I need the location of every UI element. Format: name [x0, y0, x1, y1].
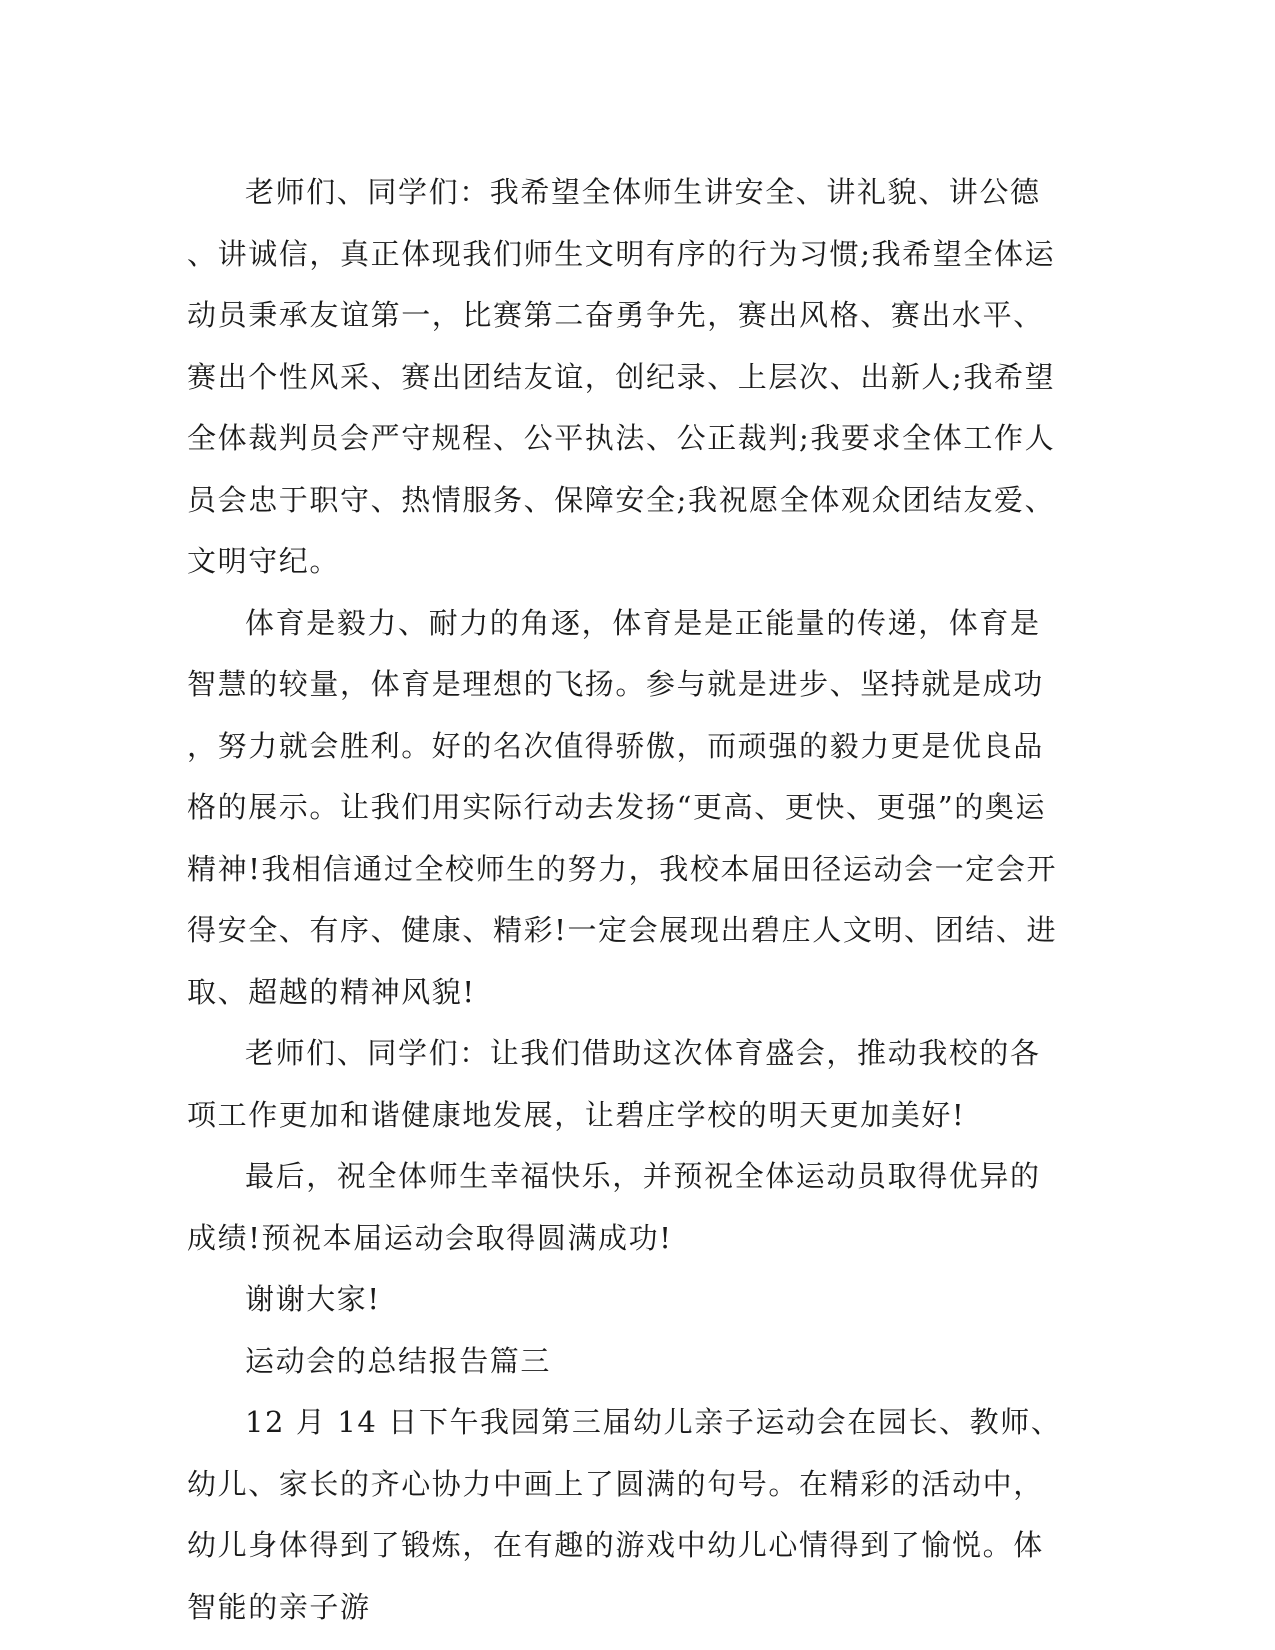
paragraph-sports-spirit: 体育是毅力、耐力的角逐，体育是是正能量的传递，体育是智慧的较量，体育是理想的飞扬。参与就是进步、坚持就是成功，努力就会胜利。好的名次值得骄傲，而顽强的毅力更是优良品格的展示。让我们用实际行动去发扬“更高、更快、更强”的奥运精神!我相信通过全校师生的努力，我校本届田径运动会一定会开得安全、有序、健康、精彩!一定会展现出碧庄人文明、团结、进取、超越的精神风貌!: [187, 605, 1058, 1009]
paragraph-thanks: 谢谢大家!: [245, 1282, 381, 1316]
document-body: [187, 162, 1062, 1638]
section-heading: 运动会的总结报告篇三: [245, 1343, 552, 1378]
paragraph-speech-hopes: 老师们、同学们：我希望全体师生讲安全、讲礼貌、讲公德、讲诚信，真正体现我们师生文明有序的行为习惯;我希望全体运动员秉承友谊第一，比赛第二奋勇争先，赛出风格、赛出水平、赛出个性风采、赛出团结友谊，创纪录、上层次、出新人;我希望全体裁判员会严守规程、公平执法、公正裁判;我要求全体工作人员会忠于职守、热情服务、保障安全;我祝愿全体观众团结友爱、文明守纪。: [187, 175, 1056, 578]
paragraph-call-to-action: 老师们、同学们：让我们借助这次体育盛会，推动我校的各项工作更加和谐健康地发展，让碧庄学校的明天更加美好!: [187, 1036, 1041, 1132]
paragraph-best-wishes: 最后，祝全体师生幸福快乐，并预祝全体运动员取得优异的成绩!预祝本届运动会取得圆满成功!: [187, 1159, 1041, 1255]
paragraph-kindergarten-report: 12 月 14 日下午我园第三届幼儿亲子运动会在园长、教师、幼儿、家长的齐心协力中画上了圆满的句号。在精彩的活动中，幼儿身体得到了锻炼，在有趣的游戏中幼儿心情得到了愉悦。体智能的亲子游: [187, 1405, 1062, 1624]
